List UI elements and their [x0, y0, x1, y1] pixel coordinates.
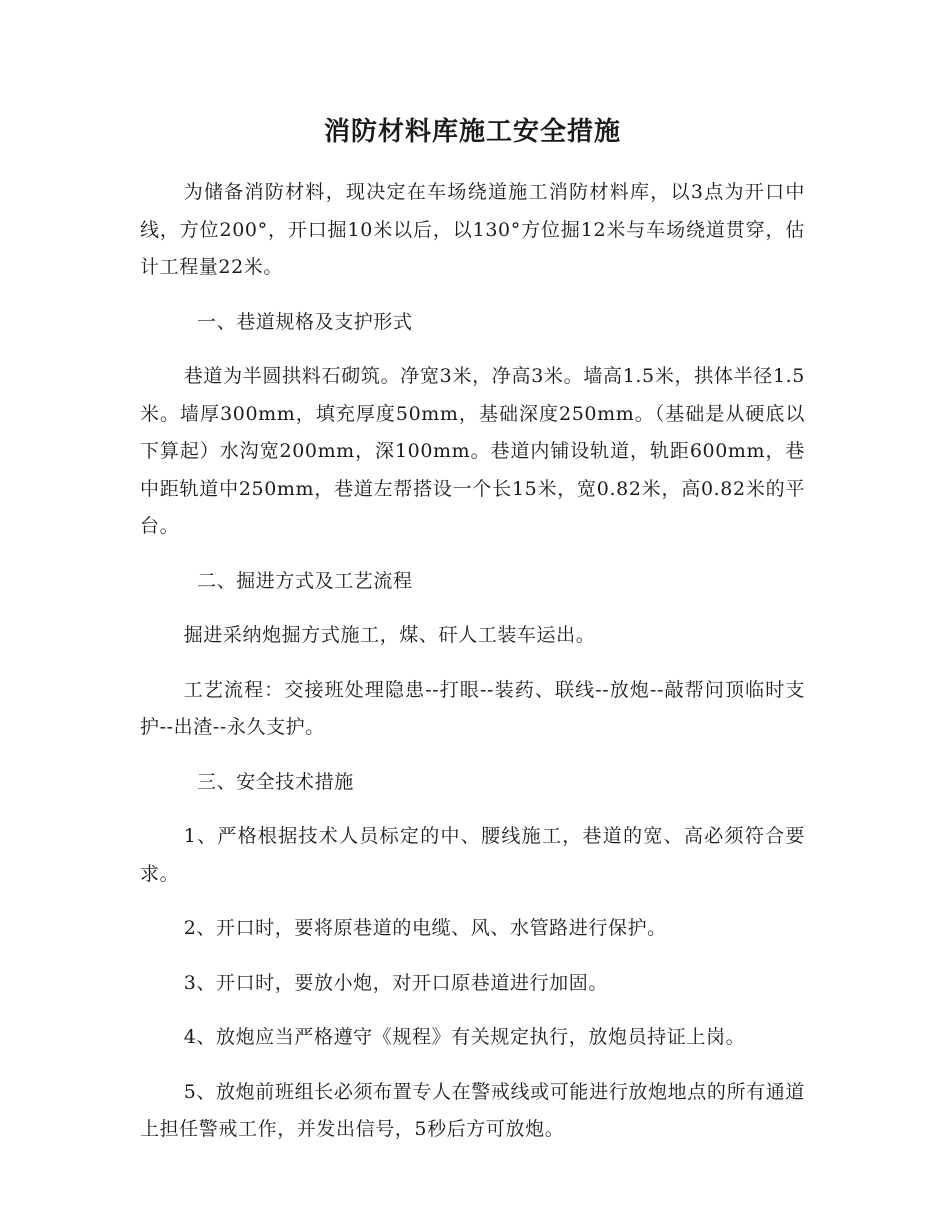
intro-paragraph: 为储备消防材料，现决定在车场绕道施工消防材料库，以3点为开口中线，方位200°，开口掘10米以后，以130°方位掘12米与车场绕道贯穿，估计工程量22米。 [140, 181, 805, 278]
section-2-body-1: 掘进采纳炮掘方式施工，煤、矸人工装车运出。 [183, 624, 596, 646]
safety-item-4: 4、放炮应当严格遵守《规程》有关规定执行，放炮员持证上岗。 [183, 1026, 746, 1048]
document-title: 消防材料库施工安全措施 [323, 117, 621, 147]
safety-item-1: 1、严格根据技术人员标定的中、腰线施工，巷道的宽、高必须符合要求。 [140, 825, 805, 885]
section-2-body-2: 工艺流程：交接班处理隐患--打眼--装药、联线--放炮--敲帮问顶临时支护--出渣--永久支护。 [140, 678, 805, 738]
section-heading-2: 二、掘进方式及工艺流程 [197, 569, 413, 592]
section-1-body: 巷道为半圆拱料石砌筑。净宽3米，净高3米。墙高1.5米，拱体半径1.5米。墙厚300mm，填充厚度50mm，基础深度250mm。（基础是从硬底以下算起）水沟宽200mm，深100mm。巷道内铺设轨道，轨距600mm，巷中距轨道中250mm，巷道左帮搭设一个长15米，宽0.82米，高0.82米的平台。 [140, 365, 805, 537]
section-heading-3: 三、安全技术措施 [197, 770, 354, 793]
section-heading-1: 一、巷道规格及支护形式 [197, 310, 413, 333]
document-page [140, 112, 805, 1166]
safety-item-5: 5、放炮前班组长必须布置专人在警戒线或可能进行放炮地点的所有通道上担任警戒工作，并发出信号，5秒后方可放炮。 [140, 1080, 805, 1140]
safety-item-2: 2、开口时，要将原巷道的电缆、风、水管路进行保护。 [183, 917, 667, 939]
safety-item-3: 3、开口时，要放小炮，对开口原巷道进行加固。 [183, 971, 608, 994]
